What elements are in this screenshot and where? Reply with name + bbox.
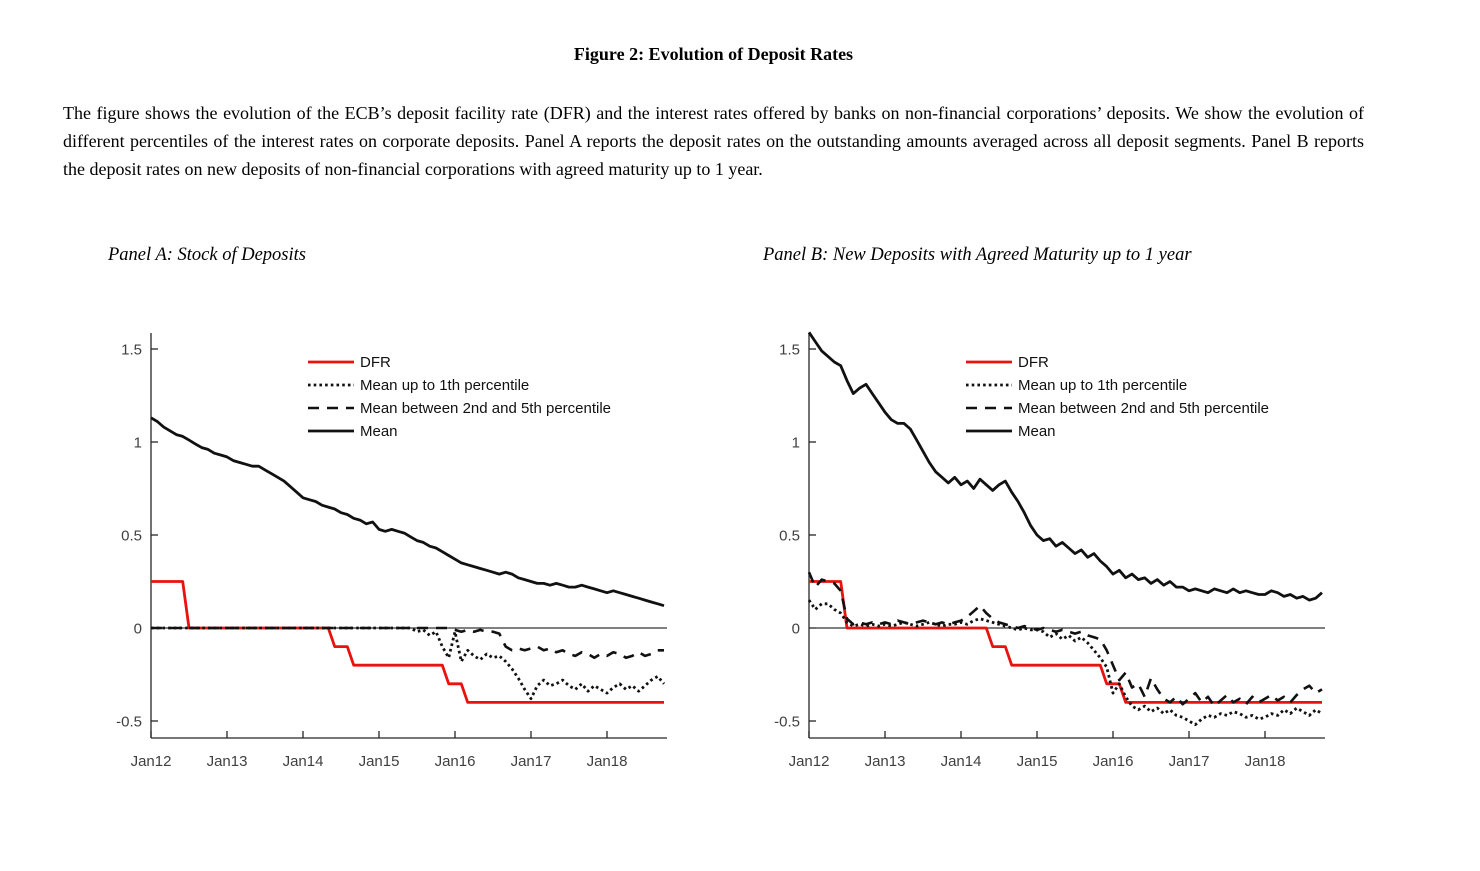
x-tick-label: Jan15 [358, 753, 400, 770]
y-tick-label: 0.5 [779, 527, 800, 545]
legend-label-mean-between-2nd-and-5th-percentile: Mean between 2nd and 5th percentile [360, 400, 612, 417]
legend-label-mean-up-to-1th-percentile: Mean up to 1th percentile [1018, 377, 1188, 394]
panel-a-chart [116, 333, 667, 770]
series-line-dfr [151, 582, 664, 703]
y-tick-label: 1.5 [779, 341, 800, 359]
series-line-mean-up-to-1th-percentile [809, 600, 1322, 725]
figure-caption: The figure shows the evolution of the ECB’s deposit facility rate (DFR) and the interest rates offered by banks on non-financial corporations’ deposits. We show the evolution of different percentiles of the interest rates on corporate deposits. Panel A reports the deposit rates on the outstanding amounts averaged across all deposit segments. Panel B reports the deposit rates on new deposits of non-financial corporations with agreed maturity up to 1 year. [63, 103, 1364, 179]
panel-a-title: Panel A: Stock of Deposits [108, 245, 306, 265]
panel-b-chart [774, 332, 1325, 770]
x-tick-label: Jan15 [1016, 753, 1058, 770]
y-tick-label: 1.5 [121, 341, 142, 359]
legend-label-mean: Mean [360, 423, 398, 440]
x-tick-label: Jan17 [510, 753, 552, 770]
figure-title: Figure 2: Evolution of Deposit Rates [573, 44, 854, 64]
x-tick-label: Jan17 [1168, 753, 1210, 770]
y-tick-label: -0.5 [116, 713, 142, 731]
y-tick-label: 1 [133, 434, 142, 452]
x-tick-label: Jan13 [206, 753, 248, 770]
x-tick-label: Jan13 [864, 753, 906, 770]
x-tick-label: Jan12 [130, 753, 172, 770]
y-tick-label: -0.5 [774, 713, 800, 731]
x-tick-label: Jan14 [940, 753, 982, 770]
series-line-mean [809, 332, 1322, 600]
y-tick-label: 0 [791, 620, 800, 638]
y-tick-label: 0 [133, 620, 142, 638]
y-tick-label: 1 [791, 434, 800, 452]
legend-label-dfr: DFR [1018, 354, 1049, 371]
legend-label-mean-between-2nd-and-5th-percentile: Mean between 2nd and 5th percentile [1018, 400, 1270, 417]
y-tick-label: 0.5 [121, 527, 142, 545]
legend-label-dfr: DFR [360, 354, 391, 371]
legend-label-mean: Mean [1018, 423, 1056, 440]
panel-b-title: Panel B: New Deposits with Agreed Maturity up to 1 year [763, 245, 1192, 265]
series-line-mean-between-2nd-and-5th-percentile [151, 628, 664, 658]
series-line-mean-up-to-1th-percentile [151, 628, 664, 699]
x-tick-label: Jan14 [282, 753, 324, 770]
legend-label-mean-up-to-1th-percentile: Mean up to 1th percentile [360, 377, 530, 394]
x-tick-label: Jan18 [1244, 753, 1286, 770]
x-tick-label: Jan18 [586, 753, 628, 770]
x-tick-label: Jan12 [788, 753, 830, 770]
series-line-mean [151, 418, 664, 606]
series-line-dfr [809, 582, 1322, 703]
x-tick-label: Jan16 [434, 753, 476, 770]
x-tick-label: Jan16 [1092, 753, 1134, 770]
